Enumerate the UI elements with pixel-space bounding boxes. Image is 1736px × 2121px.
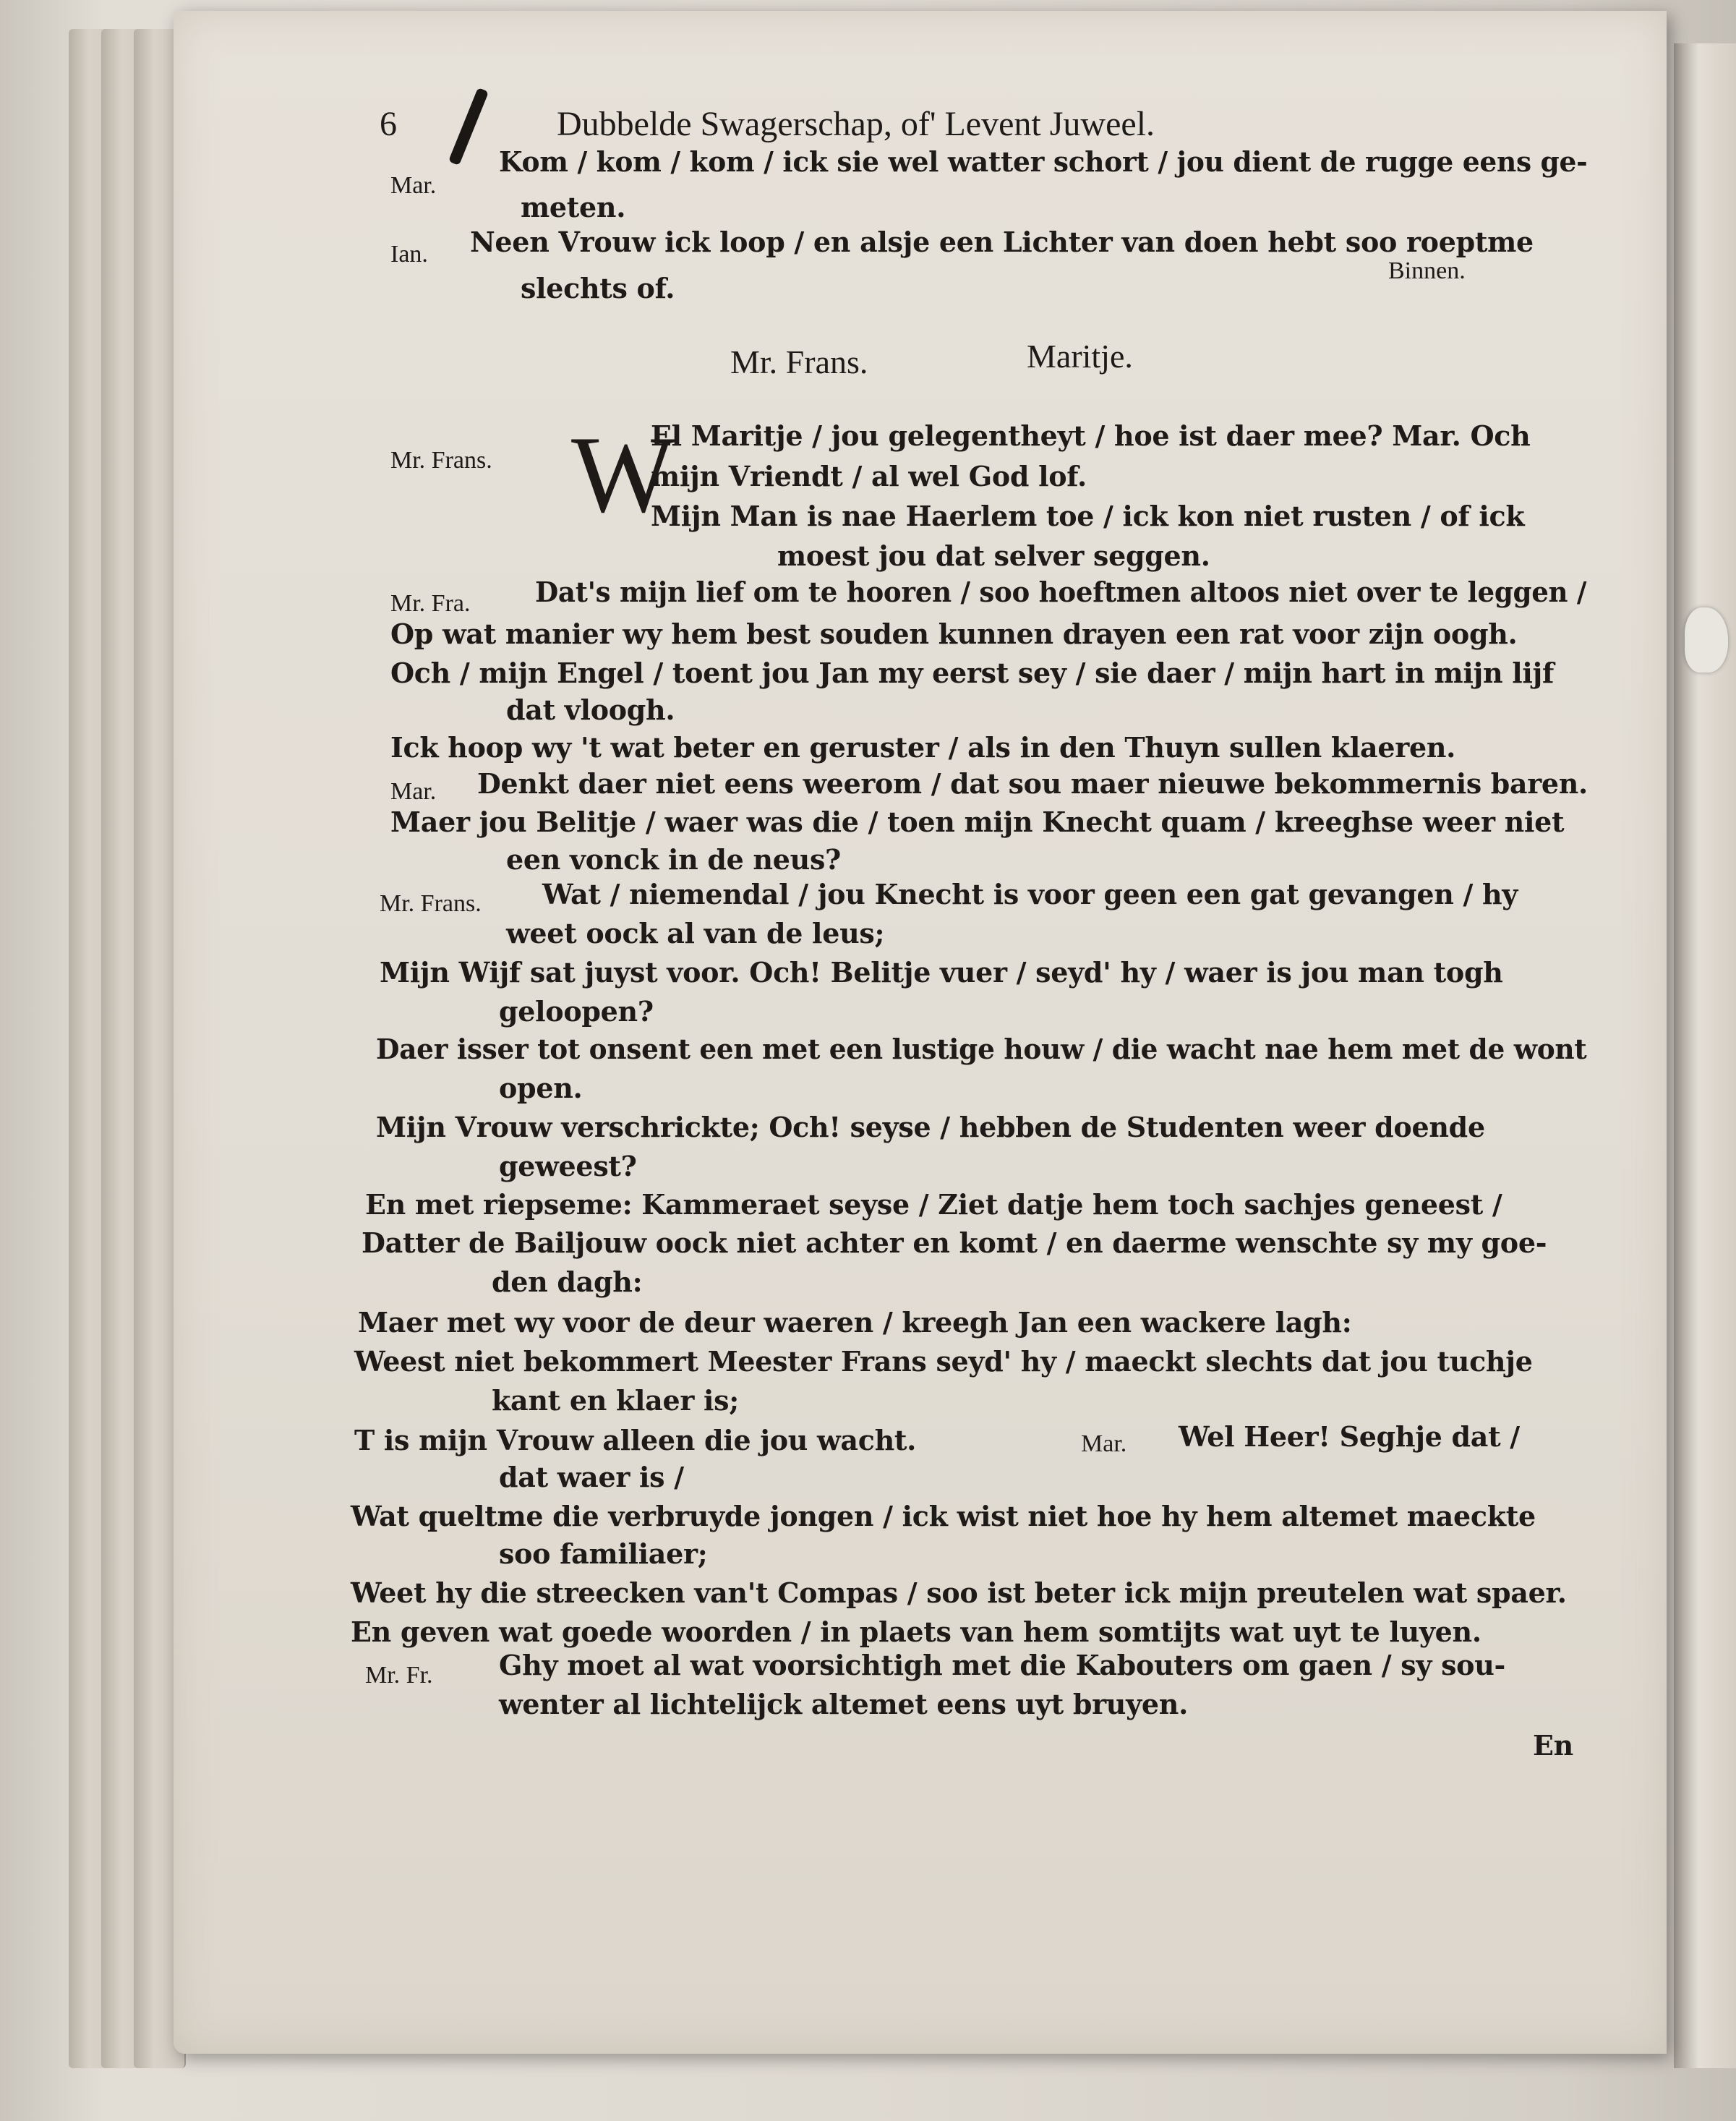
text-line: wenter al lichtelijck altemet eens uyt bruyen. xyxy=(499,1688,1189,1720)
text-line: Wat / niemendal / jou Knecht is voor geen een gat gevangen / hy xyxy=(542,878,1518,910)
text-line: Maer met wy voor de deur waeren / kreegh Jan een wackere lagh: xyxy=(358,1306,1352,1339)
speaker-label: Mar. xyxy=(390,172,437,199)
text-line: slechts of. xyxy=(521,272,675,304)
page-number: 6 xyxy=(380,105,397,143)
text-line: geloopen? xyxy=(499,995,654,1028)
speaker-label: Mr. Fr. xyxy=(365,1662,433,1689)
running-title: Dubbelde Swagerschap, of' Levent Juweel. xyxy=(557,105,1155,143)
text-line: weet oock al van de leus; xyxy=(506,917,885,949)
text-line: Dat's mijn lief om te hooren / soo hoeftmen altoos niet over te leggen / xyxy=(535,576,1587,608)
stage-direction: Binnen. xyxy=(1388,257,1466,284)
text-line: Daer isser tot onsent een met een lustige houw / die wacht nae hem met de wont xyxy=(376,1033,1587,1065)
speaker-label: Mr. Frans. xyxy=(390,447,492,474)
text-line: mijn Vriendt / al wel God lof. xyxy=(651,460,1087,492)
text-line: Mijn Wijf sat juyst voor. Och! Belitje vuer / seyd' hy / waer is jou man togh xyxy=(380,956,1503,989)
text-line: Maer jou Belitje / waer was die / toen mijn Knecht quam / kreeghse weer niet xyxy=(390,806,1565,838)
text-line: Wat queltme die verbruyde jongen / ick wist niet hoe hy hem altemet maeckte xyxy=(351,1500,1536,1532)
text-line: dat vloogh. xyxy=(506,694,675,726)
text-line: meten. xyxy=(521,191,626,223)
text-line: een vonck in de neus? xyxy=(506,843,842,876)
text-line: kant en klaer is; xyxy=(492,1384,739,1417)
text-line: T is mijn Vrouw alleen die jou wacht. xyxy=(354,1424,917,1456)
text-line: moest jou dat selver seggen. xyxy=(777,539,1210,572)
text-line: Mijn Vrouw verschrickte; Och! seyse / hebben de Studenten weer doende xyxy=(376,1111,1485,1143)
binding-thread xyxy=(1685,607,1728,673)
text-line: Neen Vrouw ick loop / en alsje een Lichter van doen hebt soo roeptme xyxy=(470,226,1534,258)
text-line: En met riepseme: Kammeraet seyse / Ziet datje hem toch sachjes geneest / xyxy=(365,1188,1502,1221)
text-line: Datter de Bailjouw oock niet achter en komt / en daerme wenschte sy my goe- xyxy=(362,1226,1547,1259)
text-line: Denkt daer niet eens weerom / dat sou maer nieuwe bekommernis baren. xyxy=(477,767,1588,800)
text-line: Op wat manier wy hem best souden kunnen drayen een rat voor zijn oogh. xyxy=(390,618,1518,650)
speaker-label: Mr. Fra. xyxy=(390,590,471,617)
catchword: En xyxy=(1533,1729,1573,1762)
text-line: Kom / kom / kom / ick sie wel watter schort / jou dient de rugge eens ge- xyxy=(499,145,1588,178)
text-line: open. xyxy=(499,1072,583,1104)
text-line: Weet hy die streecken van't Compas / soo ist beter ick mijn preutelen wat spaer. xyxy=(351,1576,1567,1609)
speaker-label: Ian. xyxy=(390,241,428,268)
text-line: dat waer is / xyxy=(499,1461,684,1493)
text-line: Wel Heer! Seghje dat / xyxy=(1179,1420,1520,1453)
speaker-label: Mar. xyxy=(1081,1430,1127,1457)
text-line: El Maritje / jou gelegentheyt / hoe ist daer mee? Mar. Och xyxy=(651,419,1531,452)
text-line: En geven wat goede woorden / in plaets van hem somtijts wat uyt te luyen. xyxy=(351,1616,1481,1648)
text-line: den dagh: xyxy=(492,1266,643,1298)
text-line: Och / mijn Engel / toent jou Jan my eerst sey / sie daer / mijn hart in mijn lijf xyxy=(390,657,1554,689)
speaker-label: Mr. Frans. xyxy=(380,890,482,917)
cast-name: Mr. Frans. xyxy=(730,343,868,380)
text-line: Mijn Man is nae Haerlem toe / ick kon niet rusten / of ick xyxy=(651,500,1525,532)
text-line: Weest niet bekommert Meester Frans seyd' hy / maeckt slechts dat jou tuchje xyxy=(354,1345,1533,1378)
text-line: geweest? xyxy=(499,1150,637,1182)
cast-name: Maritje. xyxy=(1027,338,1133,375)
facing-page-edge xyxy=(1674,43,1736,2068)
text-line: Ghy moet al wat voorsichtigh met die Kabouters om gaen / sy sou- xyxy=(499,1649,1506,1681)
text-line: soo familiaer; xyxy=(499,1537,708,1570)
drop-cap: W xyxy=(571,414,675,535)
text-line: Ick hoop wy 't wat beter en geruster / als in den Thuyn sullen klaeren. xyxy=(390,731,1456,764)
speaker-label: Mar. xyxy=(390,778,437,805)
